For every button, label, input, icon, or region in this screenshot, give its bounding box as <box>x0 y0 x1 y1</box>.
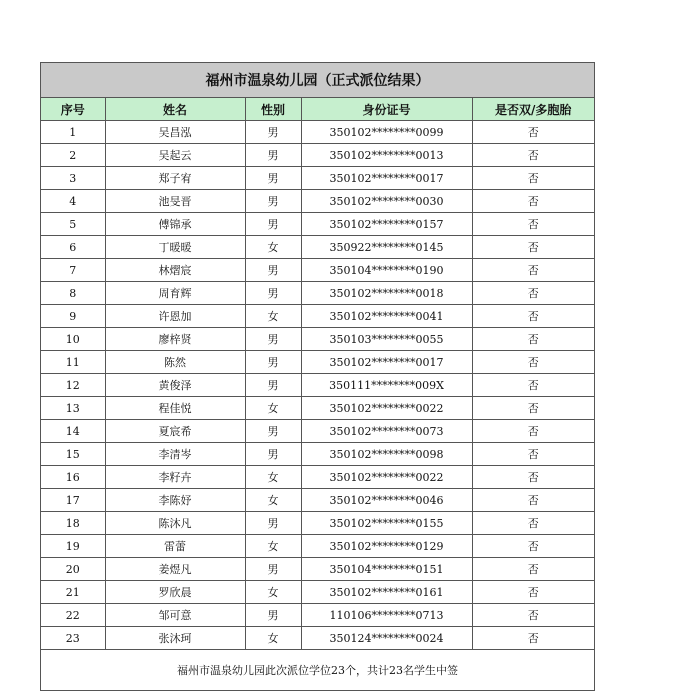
cell-twins: 否 <box>472 121 594 144</box>
cell-id: 350102********0022 <box>301 397 472 420</box>
cell-index: 10 <box>41 328 105 351</box>
header-id: 身份证号 <box>301 98 472 121</box>
table-row <box>41 443 594 466</box>
table-row <box>41 328 594 351</box>
cell-gender: 男 <box>245 259 301 282</box>
cell-id: 350102********0099 <box>301 121 472 144</box>
header-twins: 是否双/多胞胎 <box>472 98 594 121</box>
cell-name: 雷蕾 <box>105 535 245 558</box>
cell-index: 2 <box>41 144 105 167</box>
cell-id: 350102********0157 <box>301 213 472 236</box>
cell-twins: 否 <box>472 259 594 282</box>
table-body <box>41 121 594 650</box>
cell-index: 20 <box>41 558 105 581</box>
cell-index: 16 <box>41 466 105 489</box>
cell-id: 350102********0129 <box>301 535 472 558</box>
cell-twins: 否 <box>472 466 594 489</box>
cell-index: 9 <box>41 305 105 328</box>
cell-index: 6 <box>41 236 105 259</box>
cell-name: 邹可意 <box>105 604 245 627</box>
table-row <box>41 236 594 259</box>
cell-name: 李陈妤 <box>105 489 245 512</box>
table-row <box>41 374 594 397</box>
header-row <box>41 98 594 121</box>
cell-gender: 男 <box>245 144 301 167</box>
cell-id: 110106********0713 <box>301 604 472 627</box>
cell-gender: 女 <box>245 581 301 604</box>
cell-twins: 否 <box>472 351 594 374</box>
cell-gender: 男 <box>245 351 301 374</box>
cell-twins: 否 <box>472 512 594 535</box>
cell-gender: 男 <box>245 420 301 443</box>
cell-twins: 否 <box>472 489 594 512</box>
cell-gender: 男 <box>245 167 301 190</box>
cell-gender: 男 <box>245 328 301 351</box>
cell-gender: 女 <box>245 305 301 328</box>
cell-name: 林熠宸 <box>105 259 245 282</box>
cell-id: 350111********009X <box>301 374 472 397</box>
table-row <box>41 489 594 512</box>
cell-id: 350102********0073 <box>301 420 472 443</box>
cell-name: 郑子宥 <box>105 167 245 190</box>
cell-name: 吴昌泓 <box>105 121 245 144</box>
table-row <box>41 535 594 558</box>
cell-name: 吴起云 <box>105 144 245 167</box>
cell-id: 350102********0155 <box>301 512 472 535</box>
cell-id: 350102********0013 <box>301 144 472 167</box>
cell-index: 23 <box>41 627 105 650</box>
table-row <box>41 466 594 489</box>
cell-twins: 否 <box>472 236 594 259</box>
cell-id: 350102********0161 <box>301 581 472 604</box>
cell-name: 周育辉 <box>105 282 245 305</box>
cell-index: 22 <box>41 604 105 627</box>
cell-gender: 女 <box>245 236 301 259</box>
cell-name: 丁暖暖 <box>105 236 245 259</box>
cell-index: 13 <box>41 397 105 420</box>
cell-index: 8 <box>41 282 105 305</box>
cell-id: 350102********0030 <box>301 190 472 213</box>
cell-twins: 否 <box>472 282 594 305</box>
table-row <box>41 512 594 535</box>
cell-name: 池旻晋 <box>105 190 245 213</box>
cell-twins: 否 <box>472 558 594 581</box>
cell-gender: 男 <box>245 443 301 466</box>
cell-id: 350102********0017 <box>301 167 472 190</box>
cell-name: 张沐珂 <box>105 627 245 650</box>
cell-twins: 否 <box>472 535 594 558</box>
cell-twins: 否 <box>472 397 594 420</box>
sheet-title: 福州市温泉幼儿园（正式派位结果） <box>41 63 594 98</box>
cell-id: 350102********0098 <box>301 443 472 466</box>
header-name: 姓名 <box>105 98 245 121</box>
cell-twins: 否 <box>472 374 594 397</box>
cell-index: 1 <box>41 121 105 144</box>
cell-gender: 女 <box>245 627 301 650</box>
cell-twins: 否 <box>472 167 594 190</box>
cell-gender: 男 <box>245 282 301 305</box>
table-row <box>41 397 594 420</box>
table-row <box>41 558 594 581</box>
cell-name: 罗欣晨 <box>105 581 245 604</box>
cell-gender: 女 <box>245 489 301 512</box>
cell-index: 14 <box>41 420 105 443</box>
cell-id: 350102********0017 <box>301 351 472 374</box>
cell-twins: 否 <box>472 420 594 443</box>
cell-name: 傅锦承 <box>105 213 245 236</box>
cell-id: 350102********0046 <box>301 489 472 512</box>
cell-name: 廖梓贤 <box>105 328 245 351</box>
results-sheet <box>40 62 595 691</box>
table-row <box>41 581 594 604</box>
cell-twins: 否 <box>472 190 594 213</box>
cell-name: 夏宸希 <box>105 420 245 443</box>
cell-twins: 否 <box>472 627 594 650</box>
header-gender: 性别 <box>245 98 301 121</box>
cell-id: 350124********0024 <box>301 627 472 650</box>
results-table <box>41 98 594 650</box>
cell-gender: 女 <box>245 466 301 489</box>
cell-index: 3 <box>41 167 105 190</box>
table-row <box>41 305 594 328</box>
cell-id: 350104********0151 <box>301 558 472 581</box>
cell-name: 陈然 <box>105 351 245 374</box>
cell-twins: 否 <box>472 213 594 236</box>
cell-id: 350102********0041 <box>301 305 472 328</box>
table-row <box>41 604 594 627</box>
cell-index: 19 <box>41 535 105 558</box>
cell-id: 350922********0145 <box>301 236 472 259</box>
cell-index: 15 <box>41 443 105 466</box>
cell-index: 5 <box>41 213 105 236</box>
footer-note: 福州市温泉幼儿园此次派位学位23个，共计23名学生中签 <box>177 664 458 677</box>
table-row <box>41 144 594 167</box>
cell-id: 350102********0022 <box>301 466 472 489</box>
cell-id: 350104********0190 <box>301 259 472 282</box>
cell-index: 21 <box>41 581 105 604</box>
table-row <box>41 420 594 443</box>
cell-twins: 否 <box>472 305 594 328</box>
table-row <box>41 351 594 374</box>
table-row <box>41 121 594 144</box>
cell-name: 陈沐凡 <box>105 512 245 535</box>
cell-name: 姜煜凡 <box>105 558 245 581</box>
cell-gender: 女 <box>245 397 301 420</box>
cell-index: 11 <box>41 351 105 374</box>
table-row <box>41 167 594 190</box>
cell-twins: 否 <box>472 144 594 167</box>
cell-gender: 男 <box>245 604 301 627</box>
cell-gender: 男 <box>245 190 301 213</box>
cell-twins: 否 <box>472 581 594 604</box>
cell-twins: 否 <box>472 604 594 627</box>
header-index: 序号 <box>41 98 105 121</box>
cell-index: 4 <box>41 190 105 213</box>
cell-index: 12 <box>41 374 105 397</box>
cell-index: 18 <box>41 512 105 535</box>
table-row <box>41 213 594 236</box>
cell-id: 350102********0018 <box>301 282 472 305</box>
cell-name: 李籽卉 <box>105 466 245 489</box>
cell-gender: 男 <box>245 374 301 397</box>
cell-gender: 男 <box>245 512 301 535</box>
cell-name: 许恩加 <box>105 305 245 328</box>
cell-gender: 男 <box>245 213 301 236</box>
cell-name: 程佳悦 <box>105 397 245 420</box>
cell-index: 17 <box>41 489 105 512</box>
cell-id: 350103********0055 <box>301 328 472 351</box>
cell-name: 黄俊泽 <box>105 374 245 397</box>
table-row <box>41 627 594 650</box>
cell-twins: 否 <box>472 443 594 466</box>
cell-gender: 男 <box>245 558 301 581</box>
cell-twins: 否 <box>472 328 594 351</box>
table-row <box>41 259 594 282</box>
cell-gender: 女 <box>245 535 301 558</box>
table-row <box>41 282 594 305</box>
cell-index: 7 <box>41 259 105 282</box>
cell-gender: 男 <box>245 121 301 144</box>
table-row <box>41 190 594 213</box>
cell-name: 李清岑 <box>105 443 245 466</box>
